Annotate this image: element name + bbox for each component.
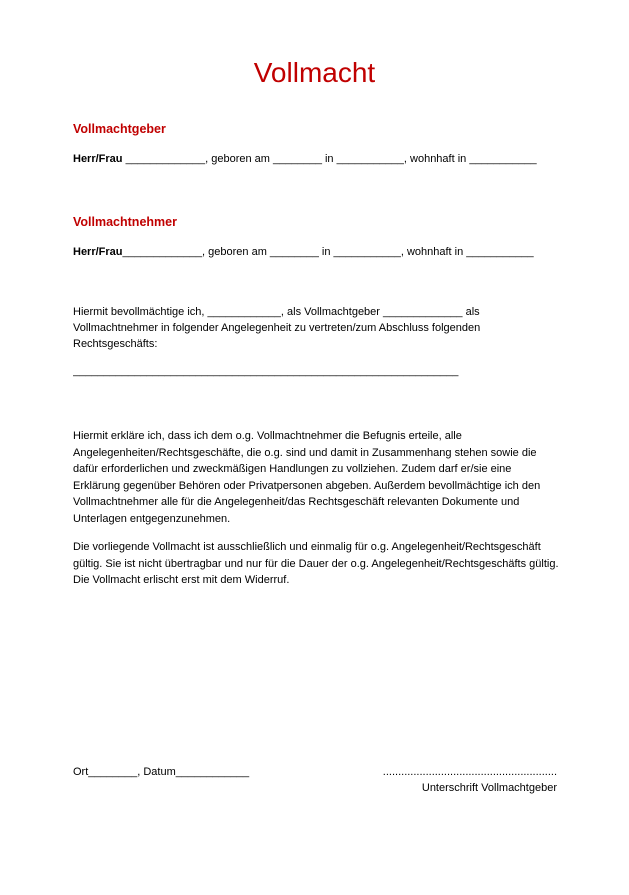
grantor-section-heading: Vollmachtgeber [73, 122, 166, 136]
signature-block [357, 764, 557, 796]
intro-paragraph: Hiermit bevollmächtige ich, ____________, als Vollmachtgeber _____________ als Vollmachtnehmer in folgender Angelegenheit zu vertreten/zum Abschluss folgenden Rechtsgeschäfts: [73, 306, 484, 350]
grantee-blanks-text: _____________, geboren am ________ in ___________, wohnhaft in ___________ [122, 246, 534, 258]
rechtsgeschaeft-blank-rule: _______________________________________________________________ [73, 365, 459, 377]
scope-paragraph: Hiermit erkläre ich, dass ich dem o.g. Vollmachtnehmer die Befugnis erteile, alle Angelegenheiten/Rechtsgeschäfte, die o.g. sind und damit in Zusammenhang stehen sowie die dafür erforderlichen und zweckmäßigen Handlungen zu vollziehen. Zudem darf er/sie eine Erklärung gegenüber Behören oder Privatpersonen abgeben. Außerdem bevollmächtige ich den Vollmachtnehmer alle für die Angelegenheit/das Rechtsgeschäft relevanten Dokumente und Unterlagen entgegenzunehmen. [73, 430, 544, 525]
grantee-name-label: Herr/Frau [73, 246, 123, 258]
grantor-detail-line [73, 151, 561, 167]
grantor-name-label: Herr/Frau [73, 153, 123, 165]
grantee-detail-line [73, 244, 561, 260]
grantor-blanks-text: _____________, geboren am ________ in ___________, wohnhaft in ___________ [122, 153, 537, 165]
signature-dotted-line: ......................................................... [382, 766, 557, 778]
document-title: Vollmacht [253, 57, 376, 88]
place-date-line: Ort________, Datum____________ [73, 766, 250, 778]
signature-label: Unterschrift Vollmachtgeber [421, 782, 557, 794]
validity-paragraph: Die vorliegende Vollmacht ist ausschließlich und einmalig für o.g. Angelegenheit/Rechtsgeschäft gültig. Sie ist nicht übertragbar und nur für die Dauer der o.g. Angelegenheit/Rechtsgeschäfts gültig. Die Vollmacht erlischt erst mit dem Widerruf. [73, 541, 562, 586]
grantee-section-heading: Vollmachtnehmer [73, 215, 177, 229]
